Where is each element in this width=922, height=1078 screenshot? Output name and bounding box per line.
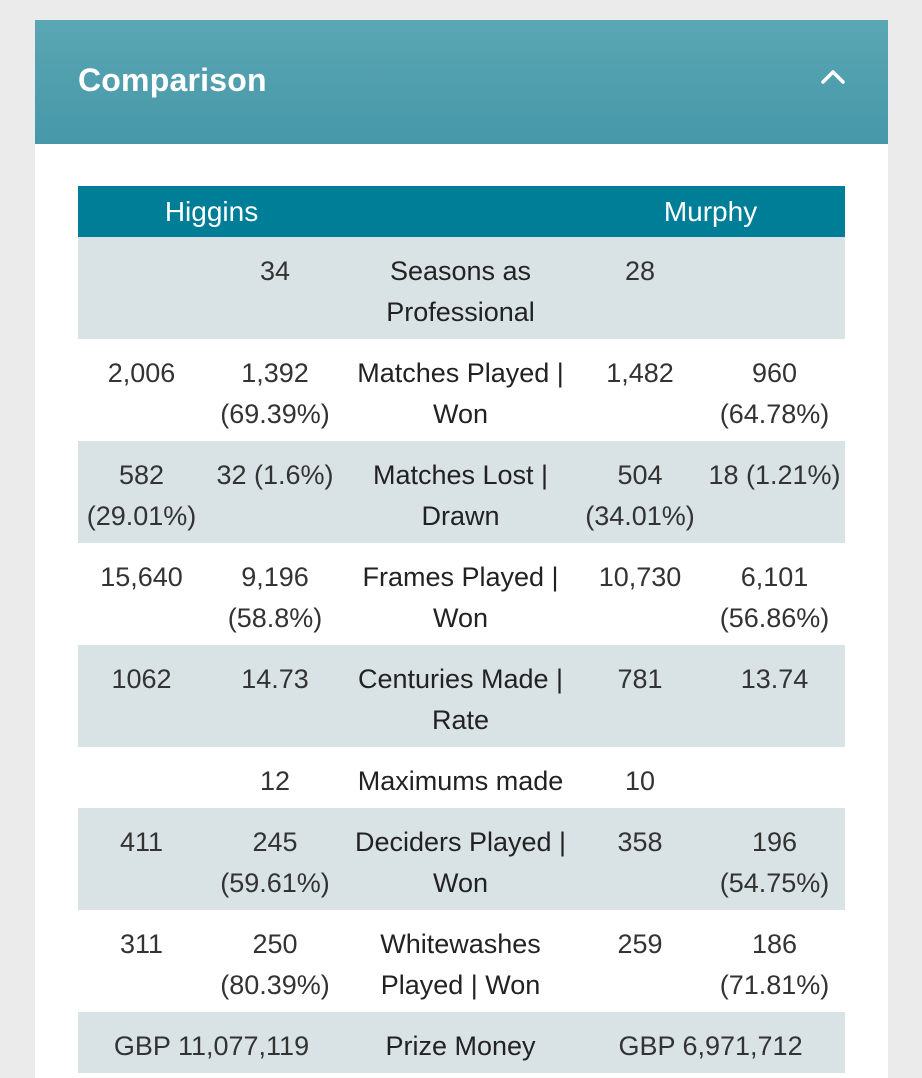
table-row bbox=[78, 747, 845, 808]
p1-value-b: 250 (80.39%) bbox=[205, 910, 345, 1012]
p1-value-a: 311 bbox=[78, 910, 205, 1012]
p1-value-a: 2,006 bbox=[78, 339, 205, 441]
p2-value-a: 259 bbox=[576, 910, 704, 1012]
stat-label: Prize Money bbox=[345, 1012, 576, 1073]
p2-value-a: 10 bbox=[576, 747, 704, 808]
p1-value-b: 12 bbox=[205, 747, 345, 808]
p1-value-b: 34 bbox=[205, 237, 345, 339]
player2-name: Murphy bbox=[576, 186, 845, 237]
table-row bbox=[78, 339, 845, 441]
stat-label: Frames Played | Won bbox=[345, 543, 576, 645]
p1-value-a bbox=[78, 237, 205, 339]
comparison-panel bbox=[35, 20, 888, 1078]
stat-label: Matches Lost | Drawn bbox=[345, 441, 576, 543]
table-row-prize bbox=[78, 1012, 845, 1073]
chevron-up-icon[interactable] bbox=[818, 64, 848, 88]
comparison-header[interactable] bbox=[35, 20, 888, 144]
comparison-table bbox=[78, 186, 845, 1073]
panel-title: Comparison bbox=[78, 62, 267, 98]
p1-value-b: 1,392 (69.39%) bbox=[205, 339, 345, 441]
p2-value-a: 10,730 bbox=[576, 543, 704, 645]
table-row bbox=[78, 808, 845, 910]
p2-value-a: 504 (34.01%) bbox=[576, 441, 704, 543]
p2-value-b: 960 (64.78%) bbox=[704, 339, 845, 441]
p1-value-b: 14.73 bbox=[205, 645, 345, 747]
p2-value-a: 28 bbox=[576, 237, 704, 339]
p2-value-b: 186 (71.81%) bbox=[704, 910, 845, 1012]
p1-value-a: 15,640 bbox=[78, 543, 205, 645]
table-row bbox=[78, 237, 845, 339]
p2-value-a: 358 bbox=[576, 808, 704, 910]
p2-value-b bbox=[704, 747, 845, 808]
p2-value-b: 196 (54.75%) bbox=[704, 808, 845, 910]
p2-value-a: 1,482 bbox=[576, 339, 704, 441]
header-spacer bbox=[345, 186, 576, 237]
p2-value-b: 18 (1.21%) bbox=[704, 441, 845, 543]
p1-value-a: 582 (29.01%) bbox=[78, 441, 205, 543]
player1-name: Higgins bbox=[78, 186, 345, 237]
p2-value-b: 6,101 (56.86%) bbox=[704, 543, 845, 645]
p1-prize-money: GBP 11,077,119 bbox=[78, 1012, 345, 1073]
stat-label: Whitewashes Played | Won bbox=[345, 910, 576, 1012]
p2-value-a: 781 bbox=[576, 645, 704, 747]
p1-value-a bbox=[78, 747, 205, 808]
p2-value-b: 13.74 bbox=[704, 645, 845, 747]
p1-value-a: 1062 bbox=[78, 645, 205, 747]
stat-label: Matches Played | Won bbox=[345, 339, 576, 441]
p1-value-b: 245 (59.61%) bbox=[205, 808, 345, 910]
p1-value-b: 9,196 (58.8%) bbox=[205, 543, 345, 645]
p2-value-b bbox=[704, 237, 845, 339]
table-row bbox=[78, 543, 845, 645]
table-row bbox=[78, 441, 845, 543]
stat-label: Seasons as Professional bbox=[345, 237, 576, 339]
stat-label: Centuries Made | Rate bbox=[345, 645, 576, 747]
table-row bbox=[78, 645, 845, 747]
p1-value-b: 32 (1.6%) bbox=[205, 441, 345, 543]
p1-value-a: 411 bbox=[78, 808, 205, 910]
p2-prize-money: GBP 6,971,712 bbox=[576, 1012, 845, 1073]
stat-label: Deciders Played | Won bbox=[345, 808, 576, 910]
table-row bbox=[78, 910, 845, 1012]
table-header-row bbox=[78, 186, 845, 237]
stat-label: Maximums made bbox=[345, 747, 576, 808]
